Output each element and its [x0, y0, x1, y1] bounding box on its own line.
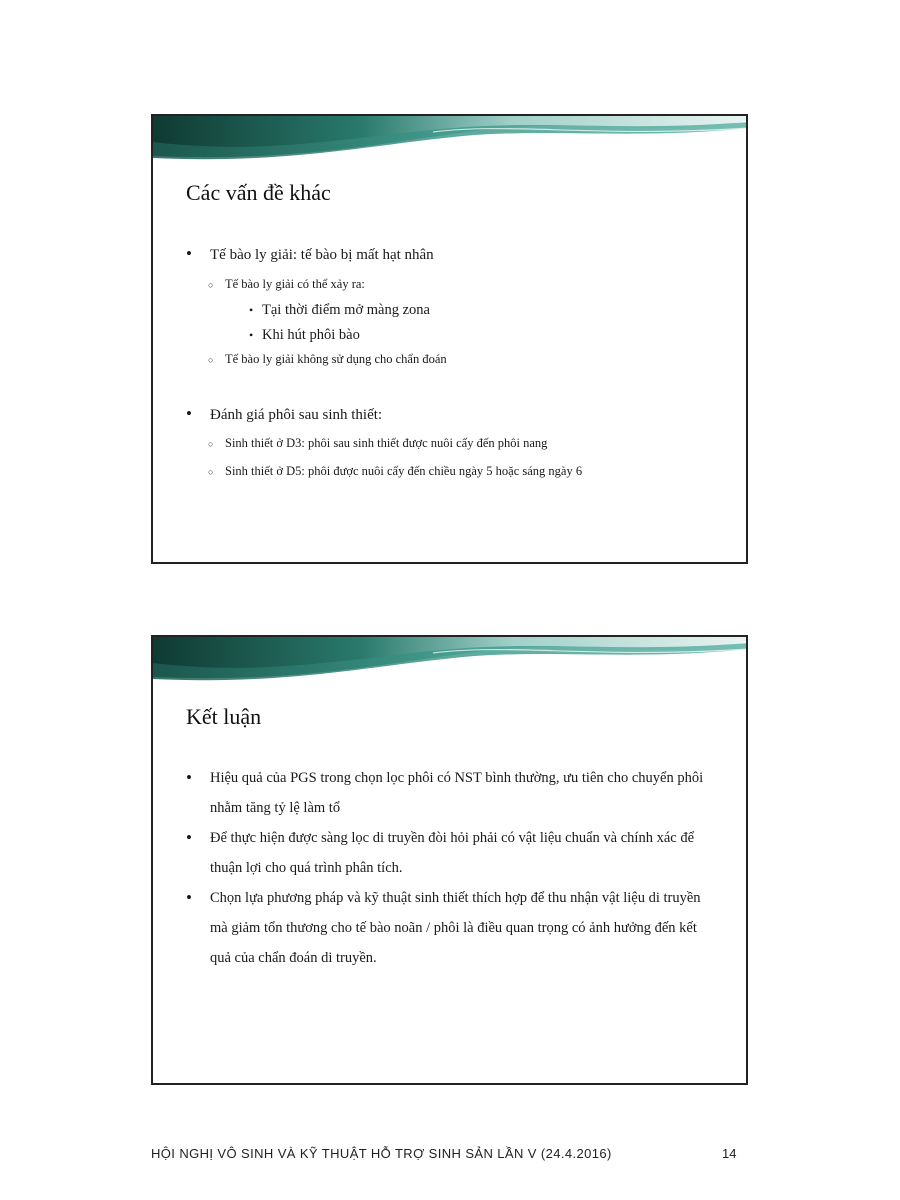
circle-bullet-icon: ○: [208, 355, 214, 365]
circle-bullet-icon: ○: [208, 467, 214, 477]
circle-bullet-icon: ○: [208, 439, 214, 449]
bullet-icon: •: [249, 303, 254, 317]
wave-header-banner: [153, 116, 748, 164]
bullet-icon: •: [186, 888, 192, 907]
list-item: • Chọn lựa phương pháp và kỹ thuật sinh thiết thích hợp để thu nhận vật liệu di truyền mà giảm tổn thương cho tế bào noãn / phôi là điều quan trọng có ảnh hưởng đến kết quả của chẩn đoán di truyền.: [186, 883, 716, 973]
page-footer: HỘI NGHỊ VÔ SINH VÀ KỸ THUẬT HỖ TRỢ SINH SẢN LẦN V (24.4.2016): [151, 1146, 612, 1161]
slide-conclusion: [151, 635, 748, 1085]
bullet-icon: •: [186, 244, 192, 263]
wave-header-banner: [153, 637, 748, 685]
bullet-icon: •: [249, 328, 254, 342]
slide-title: Kết luận: [186, 704, 262, 729]
bullet-icon: •: [186, 828, 192, 847]
list-item: • Hiệu quả của PGS trong chọn lọc phôi có NST bình thường, ưu tiên cho chuyển phôi nhằm tăng tỷ lệ làm tổ: [186, 763, 716, 823]
list-item: • Để thực hiện được sàng lọc di truyền đòi hỏi phải có vật liệu chuẩn và chính xác để thuận lợi cho quá trình phân tích.: [186, 823, 716, 883]
slide-title: Các vấn đề khác: [186, 180, 331, 205]
slide-other-issues: Các vấn đề khác • Tế bào ly giải: tế bào bị mất hạt nhân ○ Tế bào ly giải có thể xảy ra: • Tại thời điểm mở màng zona • Khi hút phôi bào ○ Tế bào ly giải không sử dụng cho chẩn đoán • Đánh giá phôi sau sinh thiết: ○ Sinh thiết ở D3: phôi sau sinh thiết được nuôi cấy đến phôi nang ○ Sinh thiết ở D5: phôi được nuôi cấy đến chiều ngày 5 hoặc sáng ngày 6: [151, 114, 748, 564]
circle-bullet-icon: ○: [208, 280, 214, 290]
bullet-icon: •: [186, 404, 192, 423]
page-number: 14: [722, 1146, 737, 1161]
bullet-icon: •: [186, 768, 192, 787]
